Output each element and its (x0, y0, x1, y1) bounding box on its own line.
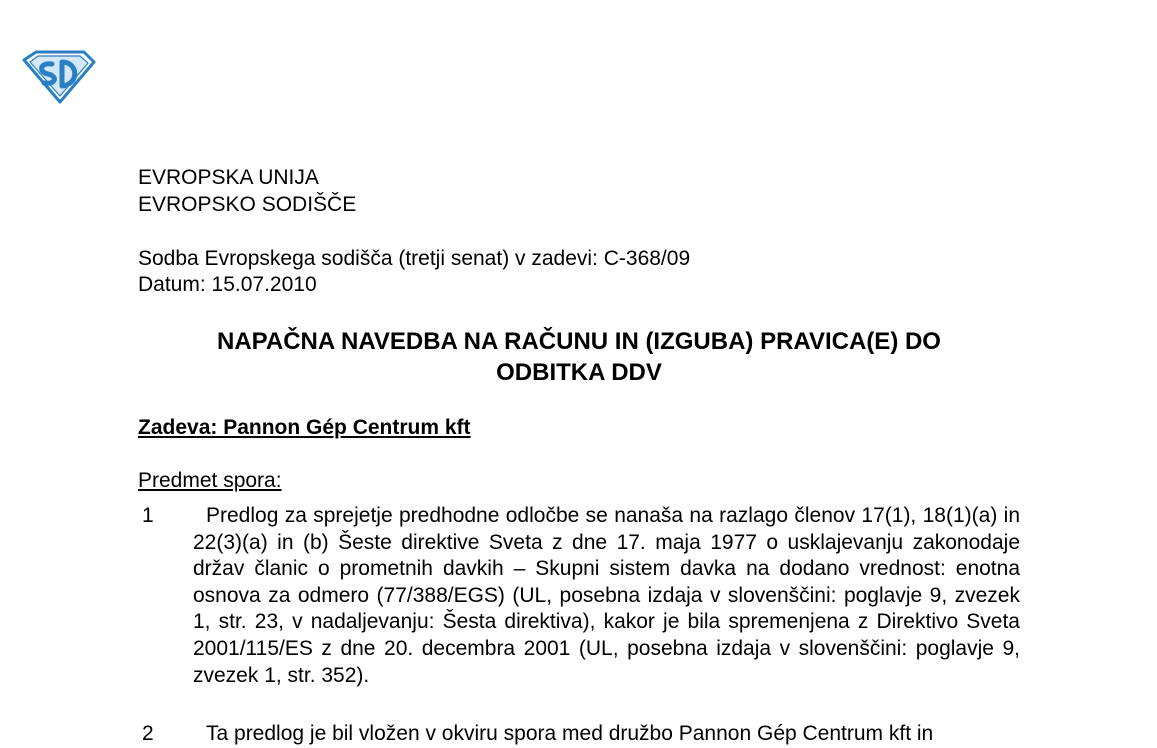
header-line-3: Sodba Evropskega sodišča (tretji senat) v zadevi: C-368/09 (138, 247, 691, 270)
header-line-1: EVROPSKA UNIJA (138, 166, 319, 189)
case-label: Zadeva: Pannon Gép Centrum kft (138, 416, 471, 439)
paragraph-number: 1 (142, 504, 154, 527)
paragraph-text: Ta predlog je bil vložen v okviru spora med družbo Pannon Gép Centrum kft in (206, 722, 934, 745)
title-line-2: ODBITKA DDV (496, 359, 662, 386)
page-title (138, 326, 1020, 388)
paragraph-text: Predlog za sprejetje predhodne odločbe se nanaša na razlago členov 17(1), 18(1)(a) in 22(3)(a) in (b) Šeste direktive Sveta z dne 17. maja 1977 o usklajevanju zakonodaje držav članic o prometnih davkih – Skupni sistem davka na dodano vrednost: enotna osnova za odmero (77/388/EGS) (UL, posebna izdaja v slovenščini: poglavje 9, zvezek 1, str. 23, v nadaljevanju: Šesta direktiva), kakor je bila spremenjena z Direktivo Sveta 2001/115/ES z dne 20. decembra 2001 (UL, posebna izdaja v slovenščini: poglavje 9, zvezek 1, str. 352). (193, 504, 1020, 687)
paragraph (138, 503, 1020, 689)
title-line-1: NAPAČNA NAVEDBA NA RAČUNU IN (IZGUBA) PRAVICA(E) DO (217, 328, 941, 355)
paragraph-number: 2 (142, 722, 154, 745)
section-label: Predmet spora: (138, 469, 282, 492)
header-line-4: Datum: 15.07.2010 (138, 273, 317, 296)
court-logo-icon (22, 50, 96, 104)
header-line-2: EVROPSKO SODIŠČE (138, 193, 357, 216)
paragraph (138, 721, 1020, 748)
